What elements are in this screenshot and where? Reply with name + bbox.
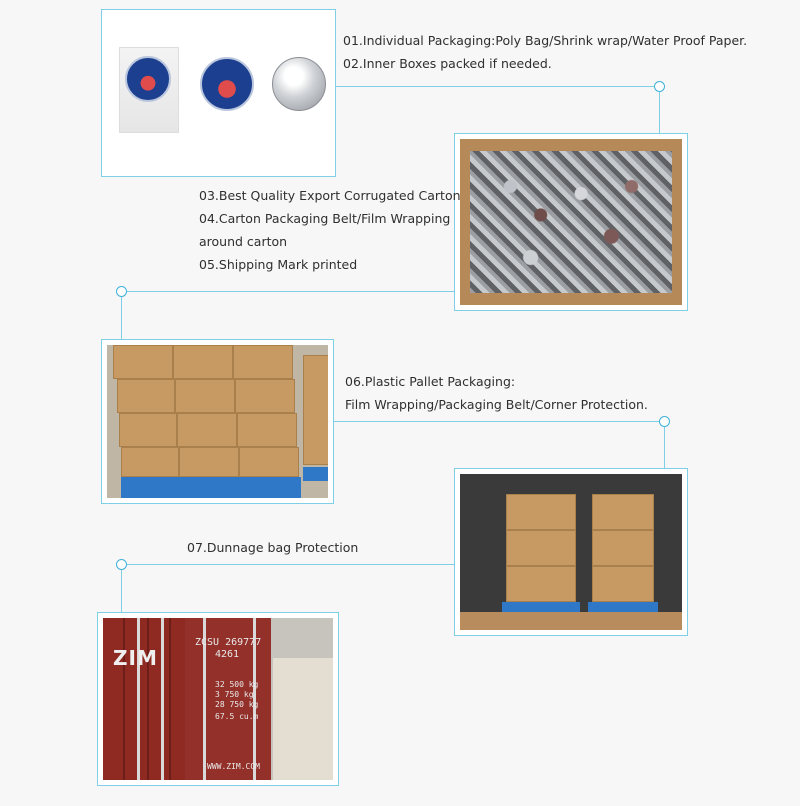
connector-dot bbox=[654, 81, 665, 92]
container-floor bbox=[460, 612, 682, 630]
carton-box bbox=[506, 494, 576, 530]
connector-line bbox=[127, 291, 454, 292]
step-6 bbox=[345, 370, 648, 416]
connector-line bbox=[336, 86, 656, 87]
lock-bar bbox=[137, 618, 140, 780]
carton-box bbox=[239, 447, 299, 477]
connector-dot bbox=[116, 286, 127, 297]
container-website: WWW.ZIM.COM bbox=[207, 762, 260, 771]
step-4-text-cont: around carton bbox=[199, 234, 288, 249]
photo-badges bbox=[101, 9, 336, 177]
step-5-text: 05.Shipping Mark printed bbox=[199, 257, 358, 272]
carton-box bbox=[117, 379, 175, 413]
container-door-left bbox=[103, 618, 185, 780]
container-volume: 67.5 cu.m bbox=[215, 712, 259, 721]
step-1-text: 01.Individual Packaging:Poly Bag/Shrink wrap/Water Proof Paper. bbox=[343, 33, 748, 48]
container-sub: 4261 bbox=[215, 649, 240, 660]
plastic-pallet bbox=[121, 477, 301, 498]
steps-3-5 bbox=[199, 184, 461, 276]
carton-box bbox=[179, 447, 239, 477]
step-7 bbox=[187, 536, 358, 559]
zim-logo: ZIM bbox=[113, 646, 158, 670]
carton-box bbox=[177, 413, 237, 447]
plastic-pallet bbox=[303, 467, 328, 481]
container-code: ZCSU 269777 bbox=[195, 637, 262, 648]
carton-box bbox=[592, 566, 654, 602]
connector-dot bbox=[116, 559, 127, 570]
step-4-text: 04.Carton Packaging Belt/Film Wrapping bbox=[199, 211, 451, 226]
step-7-text: 07.Dunnage bag Protection bbox=[187, 540, 359, 555]
carton-box bbox=[592, 530, 654, 566]
carton-box bbox=[233, 345, 293, 379]
carton-box bbox=[303, 355, 328, 465]
photo-pallet bbox=[101, 339, 334, 504]
carton-box bbox=[119, 413, 177, 447]
step-6-text-cont: Film Wrapping/Packaging Belt/Corner Protection. bbox=[345, 397, 648, 412]
carton-box bbox=[237, 413, 297, 447]
container-weight-3: 28 750 kg bbox=[215, 700, 259, 709]
carton-box bbox=[173, 345, 233, 379]
building bbox=[273, 658, 333, 780]
container-weight-2: 3 750 kg bbox=[215, 690, 254, 699]
carton-box bbox=[506, 566, 576, 602]
photo-container-loaded bbox=[454, 468, 688, 636]
badge-back bbox=[272, 57, 326, 111]
poly-bag-badge bbox=[119, 47, 179, 133]
carton-box bbox=[113, 345, 173, 379]
step-3-text: 03.Best Quality Export Corrugated Carton bbox=[199, 188, 461, 203]
bagged-badges bbox=[470, 151, 672, 293]
connector-line bbox=[127, 564, 454, 565]
steps-1-2 bbox=[343, 29, 747, 75]
connector-line bbox=[121, 297, 122, 339]
carton-box bbox=[592, 494, 654, 530]
connector-line bbox=[121, 570, 122, 612]
carton-box bbox=[175, 379, 235, 413]
lock-bar bbox=[161, 618, 164, 780]
step-2-text: 02.Inner Boxes packed if needed. bbox=[343, 56, 552, 71]
container-weight-1: 32 500 kg bbox=[215, 680, 259, 689]
connector-line bbox=[659, 92, 660, 133]
photo-carton bbox=[454, 133, 688, 311]
carton-box bbox=[506, 530, 576, 566]
connector-dot bbox=[659, 416, 670, 427]
badge-in-bag bbox=[125, 56, 171, 102]
photo-zim-container bbox=[97, 612, 339, 786]
connector-line bbox=[664, 427, 665, 468]
carton-box bbox=[121, 447, 179, 477]
carton-box bbox=[235, 379, 295, 413]
step-6-text: 06.Plastic Pallet Packaging: bbox=[345, 374, 516, 389]
badge-front bbox=[200, 57, 254, 111]
connector-line bbox=[334, 421, 659, 422]
